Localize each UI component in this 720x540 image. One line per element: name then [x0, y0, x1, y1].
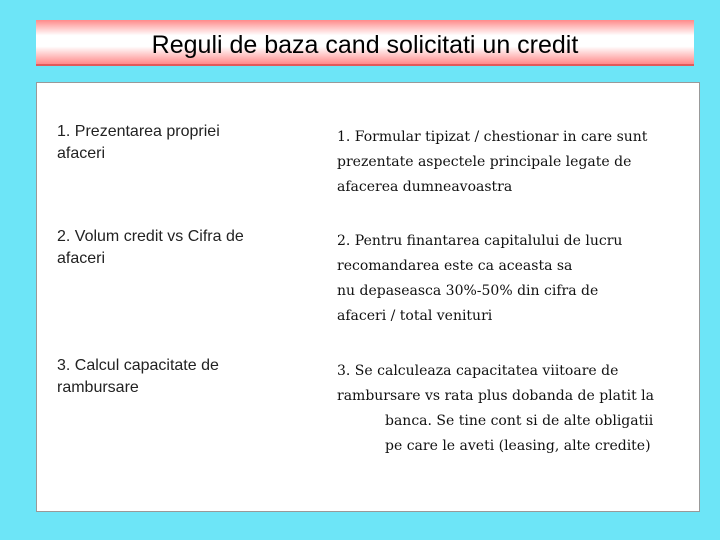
- rule-3-description-line: 3. Se calculeaza capacitatea viitoare de: [337, 363, 619, 379]
- rule-2-heading: [57, 226, 287, 270]
- rule-1-heading: [57, 121, 287, 165]
- rule-2-description: [337, 229, 687, 329]
- slide-title: Reguli de baza cand solicitati un credit: [151, 31, 579, 59]
- rule-3-heading-line: 3. Calcul capacitate de: [57, 357, 219, 374]
- rule-1-heading-line: afaceri: [57, 145, 106, 162]
- rule-1-description-line: prezentate aspectele principale legate de: [337, 154, 632, 170]
- rule-2-description-line: nu depaseasca 30%-50% din cifra de: [337, 283, 599, 299]
- content-panel: [36, 82, 700, 512]
- rule-2-description-line: recomandarea este ca aceasta sa: [337, 258, 573, 274]
- rule-3-description-line: rambursare vs rata plus dobanda de platit la: [337, 388, 655, 404]
- rule-2-description-line: 2. Pentru finantarea capitalului de lucru: [337, 233, 623, 249]
- rule-3-description-line: banca. Se tine cont si de alte obligatii: [385, 413, 654, 429]
- rule-2-heading-line: 2. Volum credit vs Cifra de: [57, 228, 244, 245]
- rule-3-description: [337, 359, 687, 459]
- rule-2-heading-line: afaceri: [57, 250, 106, 267]
- rule-1-description-line: afacerea dumneavoastra: [337, 179, 513, 195]
- title-banner: [36, 20, 694, 66]
- rule-2-description-line: afaceri / total venituri: [337, 308, 493, 324]
- rule-3-heading-line: rambursare: [57, 379, 139, 396]
- rule-3-heading: [57, 355, 287, 399]
- rule-3-description-line: pe care le aveti (leasing, alte credite): [385, 438, 651, 454]
- rule-1-heading-line: 1. Prezentarea propriei: [57, 123, 220, 140]
- rule-1-description: [337, 125, 687, 200]
- rule-1-description-line: 1. Formular tipizat / chestionar in care sunt: [337, 129, 648, 145]
